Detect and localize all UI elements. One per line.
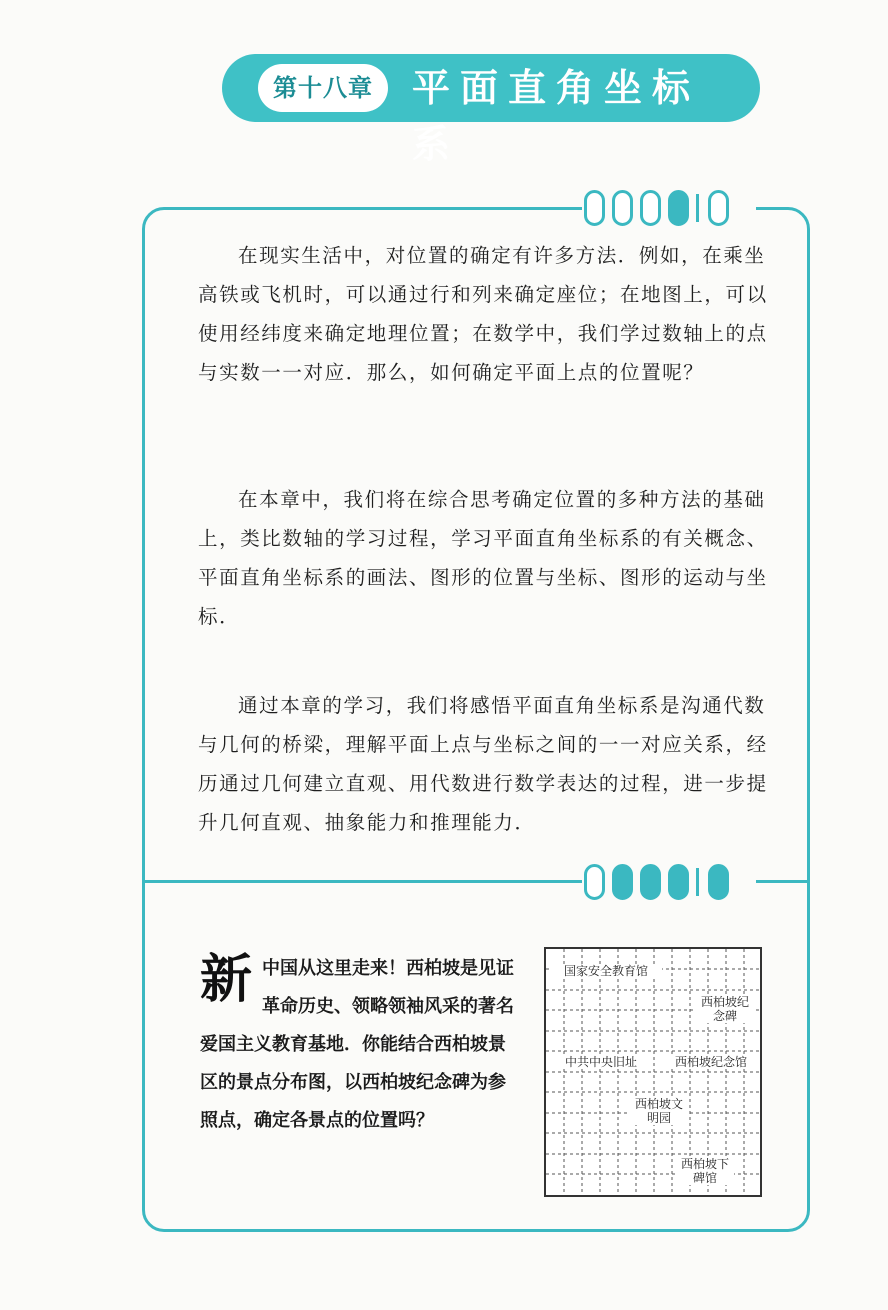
xibaipo-scenic-map (544, 947, 762, 1197)
intro-text: 中国从这里走来！西柏坡是见证革命历史、领略领袖风采的著名爱国主义教育基地．你能结合西柏坡景区的景点分布图，以西柏坡纪念碑为参照点，确定各景点的位置吗？ (200, 958, 515, 1131)
pill-icon (584, 190, 605, 226)
map-label-central-committee-site: 中共中央旧址 (550, 1055, 652, 1069)
pill-icon (612, 190, 633, 226)
pill-icon (640, 190, 661, 226)
map-label-memorial-hall: 西柏坡纪念馆 (664, 1055, 758, 1069)
chapter-intro (200, 950, 520, 1140)
pill-icon (584, 864, 605, 900)
chapter-title: 平面直角坐标系 (412, 65, 701, 166)
chapter-number: 第十八章 (258, 64, 388, 112)
pill-filled-icon (612, 864, 633, 900)
map-label-monument: 西柏坡纪念碑 (696, 995, 754, 1023)
bottom-pill-decoration (582, 864, 756, 900)
map-label-civilization-park: 西柏坡文明园 (630, 1097, 688, 1125)
map-label-stele-hall: 西柏坡下碑馆 (676, 1157, 734, 1185)
pill-icon (708, 190, 729, 226)
pill-filled-icon (668, 190, 689, 226)
paragraph-1: 在现实生活中，对位置的确定有许多方法．例如，在乘坐高铁或飞机时，可以通过行和列来确定座位；在地图上，可以使用经纬度来确定地理位置；在数学中，我们学过数轴上的点与实数一一对应．那么，如何确定平面上点的位置呢？ (198, 244, 768, 384)
map-label-security-museum: 国家安全教育馆 (550, 964, 662, 978)
paragraph-2: 在本章中，我们将在综合思考确定位置的多种方法的基础上，类比数轴的学习过程，学习平面直角坐标系的有关概念、平面直角坐标系的画法、图形的位置与坐标、图形的运动与坐标． (198, 488, 768, 628)
pill-filled-icon (668, 864, 689, 900)
tick-icon (696, 194, 699, 222)
pill-filled-icon (640, 864, 661, 900)
pill-filled-icon (708, 864, 729, 900)
tick-icon (696, 868, 699, 896)
top-pill-decoration (582, 190, 756, 226)
drop-cap: 新 (200, 949, 253, 1010)
paragraph-3: 通过本章的学习，我们将感悟平面直角坐标系是沟通代数与几何的桥梁，理解平面上点与坐标之间的一一对应关系，经历通过几何建立直观、用代数进行数学表达的过程，进一步提升几何直观、抽象能力和推理能力． (198, 694, 768, 834)
